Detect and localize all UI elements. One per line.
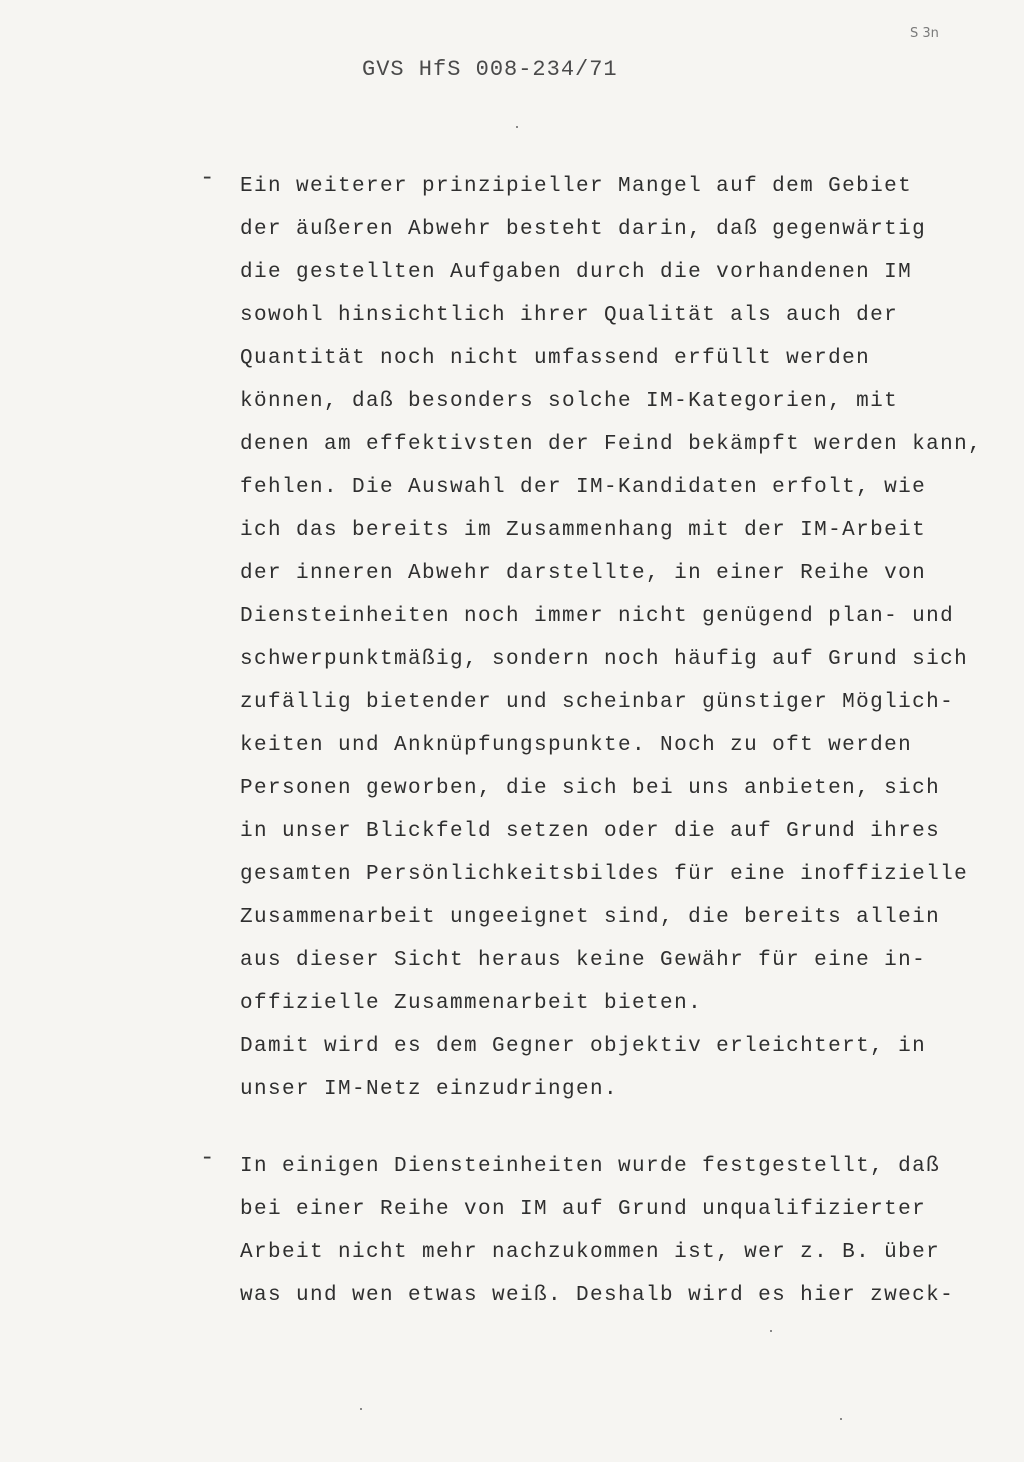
paragraph-text <box>240 165 983 1111</box>
page-mark: S 3n <box>910 26 939 41</box>
scan-speck <box>770 1330 772 1332</box>
text-line: Personen geworben, die sich bei uns anbieten, sich <box>240 777 941 800</box>
text-line: Damit wird es dem Gegner objektiv erleichtert, in <box>240 1035 927 1058</box>
text-line: Ein weiterer prinzipieller Mangel auf dem Gebiet <box>240 175 913 198</box>
text-line: denen am effektivsten der Feind bekämpft werden kann, <box>240 433 983 456</box>
text-line: in unser Blickfeld setzen oder die auf Grund ihres <box>240 820 941 843</box>
document-header: GVS HfS 008-234/71 <box>362 57 618 82</box>
text-line: Zusammenarbeit ungeeignet sind, die bereits allein <box>240 906 941 929</box>
text-line: was und wen etwas weiß. Deshalb wird es hier zweck- <box>240 1284 955 1307</box>
text-line: keiten und Anknüpfungspunkte. Noch zu oft werden <box>240 734 913 757</box>
text-line: Arbeit nicht mehr nachzukommen ist, wer z. B. über <box>240 1241 941 1264</box>
text-line: zufällig bietender und scheinbar günstiger Möglich- <box>240 691 955 714</box>
text-line: Quantität noch nicht umfassend erfüllt werden <box>240 347 871 370</box>
text-line: bei einer Reihe von IM auf Grund unqualifizierter <box>240 1198 927 1221</box>
text-line: schwerpunktmäßig, sondern noch häufig auf Grund sich <box>240 648 969 671</box>
text-line: aus dieser Sicht heraus keine Gewähr für eine in- <box>240 949 927 972</box>
scan-speck <box>360 1408 362 1410</box>
bullet-dash: - <box>200 165 215 192</box>
text-line: der äußeren Abwehr besteht darin, daß gegenwärtig <box>240 218 927 241</box>
paragraph-text <box>240 1145 960 1317</box>
text-line: die gestellten Aufgaben durch die vorhandenen IM <box>240 261 913 284</box>
scan-speck <box>840 1418 842 1420</box>
text-line: Diensteinheiten noch immer nicht genügend plan- und <box>240 605 955 628</box>
text-line: unser IM-Netz einzudringen. <box>240 1078 619 1101</box>
text-line: fehlen. Die Auswahl der IM-Kandidaten erfolt, wie <box>240 476 927 499</box>
text-line: In einigen Diensteinheiten wurde festgestellt, daß <box>240 1155 941 1178</box>
scan-speck <box>516 126 518 128</box>
text-line: sowohl hinsichtlich ihrer Qualität als auch der <box>240 304 899 327</box>
text-line: ich das bereits im Zusammenhang mit der IM-Arbeit <box>240 519 927 542</box>
text-line: können, daß besonders solche IM-Kategorien, mit <box>240 390 899 413</box>
text-line: gesamten Persönlichkeitsbildes für eine inoffizielle <box>240 863 969 886</box>
bullet-dash: - <box>200 1145 215 1172</box>
text-line: offizielle Zusammenarbeit bieten. <box>240 992 703 1015</box>
text-line: der inneren Abwehr darstellte, in einer Reihe von <box>240 562 927 585</box>
